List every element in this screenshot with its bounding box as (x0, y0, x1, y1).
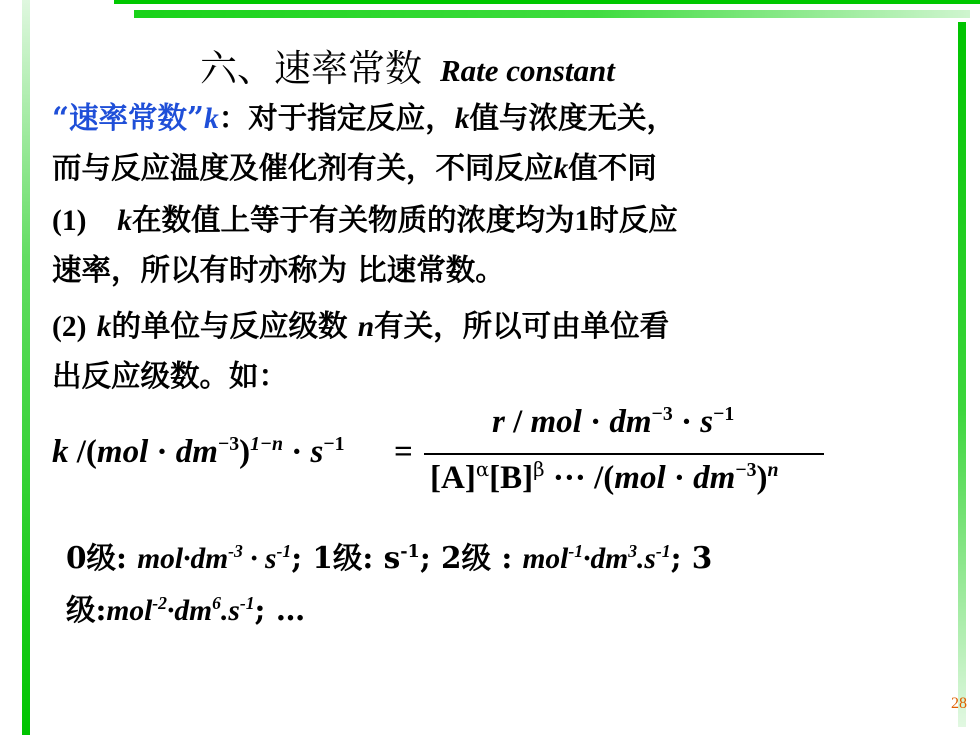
fraction-bar (424, 453, 824, 455)
right-gradient-bar (958, 22, 966, 727)
slide-title-en: Rate constant (440, 53, 615, 88)
top-green-bar (114, 0, 980, 4)
left-gradient-bar (22, 0, 30, 735)
definition-k: k (203, 103, 219, 135)
point-1-line-1: (1) k在数值上等于有关物质的浓度均为1时反应 (52, 202, 678, 237)
point-2-line-2: 出反应级数。如： (52, 358, 289, 393)
formula-lhs: k $/(mol \cdot dm^{-3})^{1-n} \cdot s^{-1}$ (52, 433, 345, 470)
slide-title (200, 46, 615, 94)
formula-numerator: r / mol · $dm^{-3} \cdot s^{-1}$ (492, 403, 735, 440)
top-gradient-bar (134, 10, 970, 18)
order-units-line-2: 级$:mol^{-2}\cdot dm^6.s^{-1}$; … (66, 592, 306, 627)
rate-constant-unit-formula (52, 404, 852, 514)
order-units-line-1: 0级: $mol\cdot dm^{-3} \cdot s^{-1}$; 1级: $s^{-1}$; 2级 : $mol^{-1}\cdot dm^3.s^{-1}$; 3 (66, 540, 713, 575)
formula-denominator: $[A]^\alpha[B]^\beta$ ··· $/(mol \cdot dm^{-3})^n$ (430, 458, 779, 496)
slide-title-zh: 六、速率常数 (200, 47, 422, 90)
page-number: 28 (951, 695, 967, 712)
point-2-line-1: (2) k的单位与反应级数 n有关，所以可由单位看 (52, 308, 670, 343)
point-2-number: (2) (52, 311, 87, 343)
point-1-line-2: 速率，所以有时亦称为 比速常数。 (52, 252, 505, 287)
definition-term: “速率常数” (52, 100, 204, 135)
definition-line-1: “速率常数”k：对于指定反应，k值与浓度无关， (52, 100, 676, 135)
definition-line-2: 而与反应温度及催化剂有关，不同反应k值不同 (52, 150, 657, 185)
point-1-number: (1) (52, 205, 87, 237)
formula-equals: = (394, 434, 413, 470)
